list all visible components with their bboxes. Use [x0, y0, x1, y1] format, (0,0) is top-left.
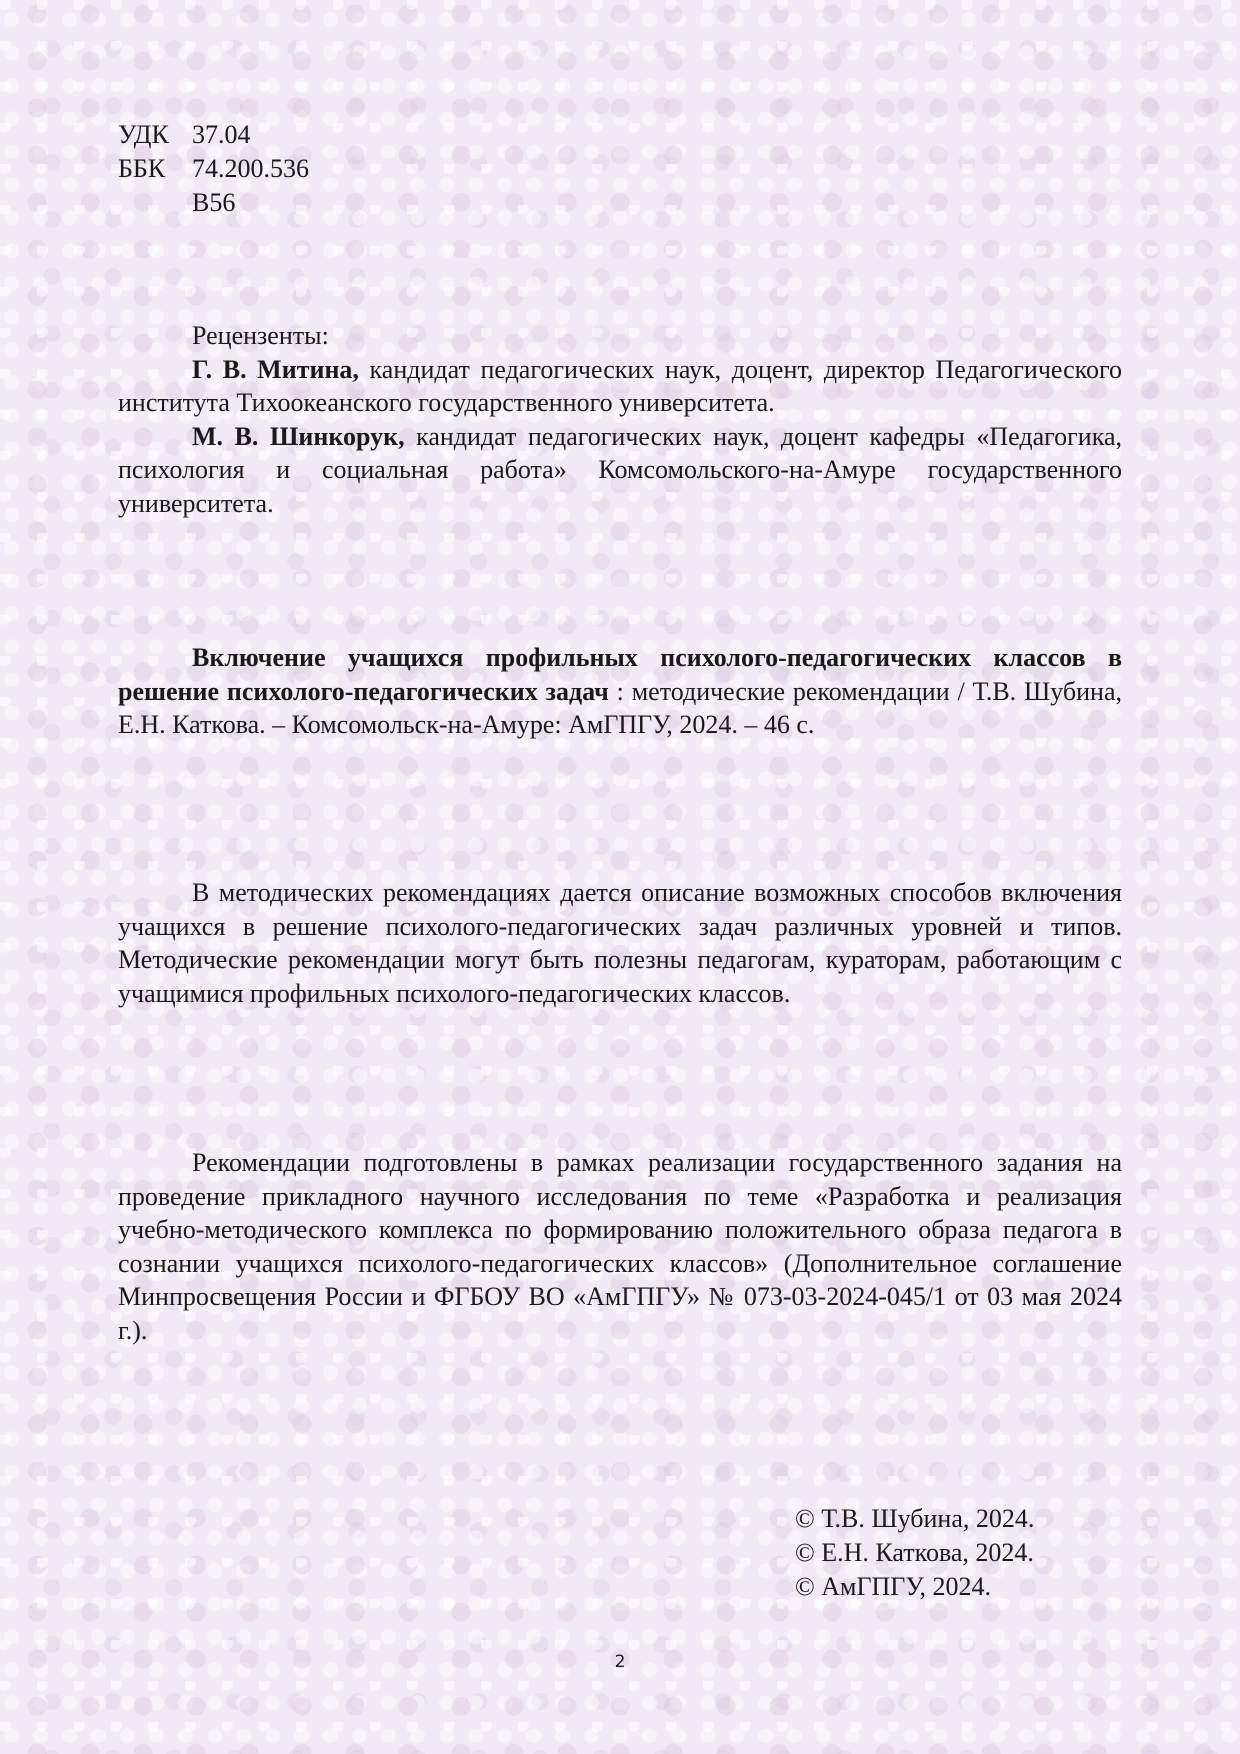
reviewer-1-details: кандидат педагогических наук, доцент, директор Педагогического института Тихоокеанского государственного университета.: [118, 354, 1122, 417]
reviewers-section: [118, 319, 1122, 520]
book-title: Включение учащихся профильных психолого-педагогических классов в решение психолого-педагогических задач: [118, 643, 1122, 706]
reviewer-2: [118, 420, 1122, 521]
udk-row: [118, 118, 309, 152]
udk-value: 37.04: [192, 120, 251, 149]
reviewers-heading: Рецензенты:: [192, 321, 329, 350]
copyright-line: © Т.В. Шубина, 2024.: [795, 1504, 1035, 1533]
udk-label: УДК: [118, 120, 169, 149]
bibliographic-details: : методические рекомендации / Т.В. Шубина, Е.Н. Каткова. – Комсомольск-на-Амуре: АмГПГУ, 2024. – 46 с.: [118, 676, 1122, 739]
copyright-line: © АмГПГУ, 2024.: [795, 1572, 991, 1601]
bbk-value: 74.200.536: [192, 154, 309, 183]
bbk-row: [118, 152, 309, 186]
copyright-line: © Е.Н. Каткова, 2024.: [795, 1538, 1034, 1567]
author-mark: В56: [192, 188, 236, 217]
funding-note-section: [118, 1146, 1122, 1347]
reviewer-1-name: Г. В. Митина,: [192, 354, 359, 384]
funding-note-text: Рекомендации подготовлены в рамках реализации государственного задания на проведение прикладного научного исследования по теме «Разработка и реализация учебно-методического комплекса по формированию положительного образа педагога в сознании учащихся психолого-педагогических классов» (Дополнительное соглашение Минпросвещения России и ФГБОУ ВО «АмГПГУ» № 073-03-2024-045/1 от 03 мая 2024 г.).: [118, 1148, 1122, 1345]
abstract-text: В методических рекомендациях дается описание возможных способов включения учащихся в решение психолого-педагогических задач различных уровней и типов. Методические рекомендации могут быть полезны педагогам, кураторам, работающим с учащимися профильных психолого-педагогических классов.: [118, 878, 1122, 1008]
author-mark-row: [118, 186, 309, 220]
reviewer-1: [118, 353, 1122, 420]
copyright-notices: [795, 1502, 1034, 1604]
reviewer-2-details: кандидат педагогических наук, доцент кафедры «Педагогика, психология и социальная работа» Комсомольского-на-Амуре государственного университета.: [118, 421, 1122, 518]
library-classification-codes: [118, 118, 309, 220]
bbk-label: ББК: [118, 154, 166, 183]
abstract-section: [118, 876, 1122, 1010]
reviewer-2-name: М. В. Шинкорук,: [192, 421, 405, 451]
bibliographic-record: [118, 641, 1122, 742]
page-number: 2: [614, 1652, 626, 1672]
